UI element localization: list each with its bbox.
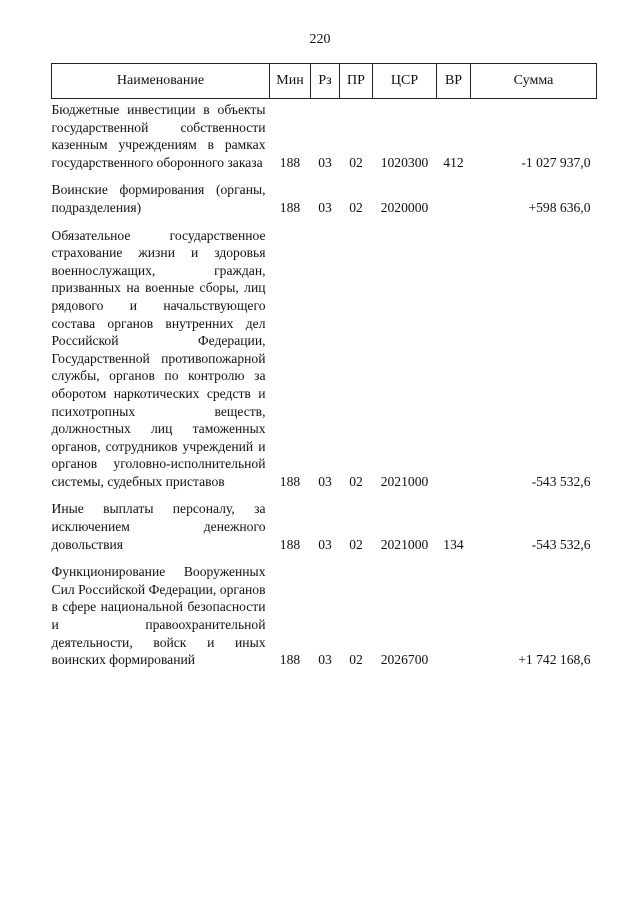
table-header-row xyxy=(52,64,597,99)
row-pr: 02 xyxy=(349,154,363,170)
row-name: Иные выплаты персоналу, за исключением денежного довольствия xyxy=(51,501,266,552)
header-name: Наименование xyxy=(52,64,270,99)
row-name: Воинские формирования (органы, подразделения) xyxy=(51,182,266,215)
row-rz: 03 xyxy=(318,536,332,552)
row-csr: 1020300 xyxy=(380,154,429,170)
row-min: 188 xyxy=(279,154,301,170)
row-min: 188 xyxy=(279,473,301,489)
row-min: 188 xyxy=(279,199,301,215)
row-sum: -543 532,6 xyxy=(531,536,591,552)
row-rz: 03 xyxy=(318,199,332,215)
row-csr: 2020000 xyxy=(380,199,429,215)
row-name: Обязательное государственное страхование жизни и здоровья военнослужащих, граждан, призванных на военные сборы, лиц рядового и начальствующего состава органов внутренних дел Российской Федерации, Государственной противопожарной службы, органов по контролю за оборотом наркотических средств и психотропных веществ, должностных лиц таможенных органов, сотрудников учреждений и органов уголовно-исполнительной системы, судебных приставов xyxy=(51,227,266,489)
row-vr xyxy=(437,181,471,226)
row-vr: 134 xyxy=(443,536,464,552)
row-csr: 2026700 xyxy=(380,652,429,668)
header-pr: ПР xyxy=(340,64,373,99)
header-rz: Рз xyxy=(311,64,340,99)
row-sum: -543 532,6 xyxy=(531,473,591,489)
table-row xyxy=(52,99,597,182)
page-number: 220 xyxy=(309,32,331,47)
row-sum: +1 742 168,6 xyxy=(518,652,591,668)
row-rz: 03 xyxy=(318,652,332,668)
header-csr: ЦСР xyxy=(373,64,437,99)
table-row xyxy=(52,563,597,679)
header-vr: ВР xyxy=(437,64,471,99)
row-rz: 03 xyxy=(318,473,332,489)
row-min: 188 xyxy=(279,536,301,552)
header-sum: Сумма xyxy=(471,64,597,99)
row-sum: +598 636,0 xyxy=(528,199,591,215)
row-pr: 02 xyxy=(349,536,363,552)
row-min: 188 xyxy=(279,652,301,668)
row-vr xyxy=(437,227,471,501)
row-vr xyxy=(437,563,471,679)
row-name: Бюджетные инвестиции в объекты государственной собственности казенным учреждениям в рамках государственного оборонного заказа xyxy=(51,102,266,170)
table-row xyxy=(52,181,597,226)
row-name: Функционирование Вооруженных Сил Российской Федерации, органов в сфере национальной безопасности и правоохранительной деятельности, войск и иных воинских формирований xyxy=(51,564,266,668)
row-pr: 02 xyxy=(349,652,363,668)
table-row xyxy=(52,500,597,563)
row-csr: 2021000 xyxy=(380,473,429,489)
row-csr: 2021000 xyxy=(380,536,429,552)
budget-table xyxy=(51,63,597,679)
row-pr: 02 xyxy=(349,199,363,215)
row-sum: -1 027 937,0 xyxy=(521,154,591,170)
table-row xyxy=(52,227,597,501)
row-vr: 412 xyxy=(443,154,464,170)
row-rz: 03 xyxy=(318,154,332,170)
row-pr: 02 xyxy=(349,473,363,489)
header-min: Мин xyxy=(270,64,311,99)
